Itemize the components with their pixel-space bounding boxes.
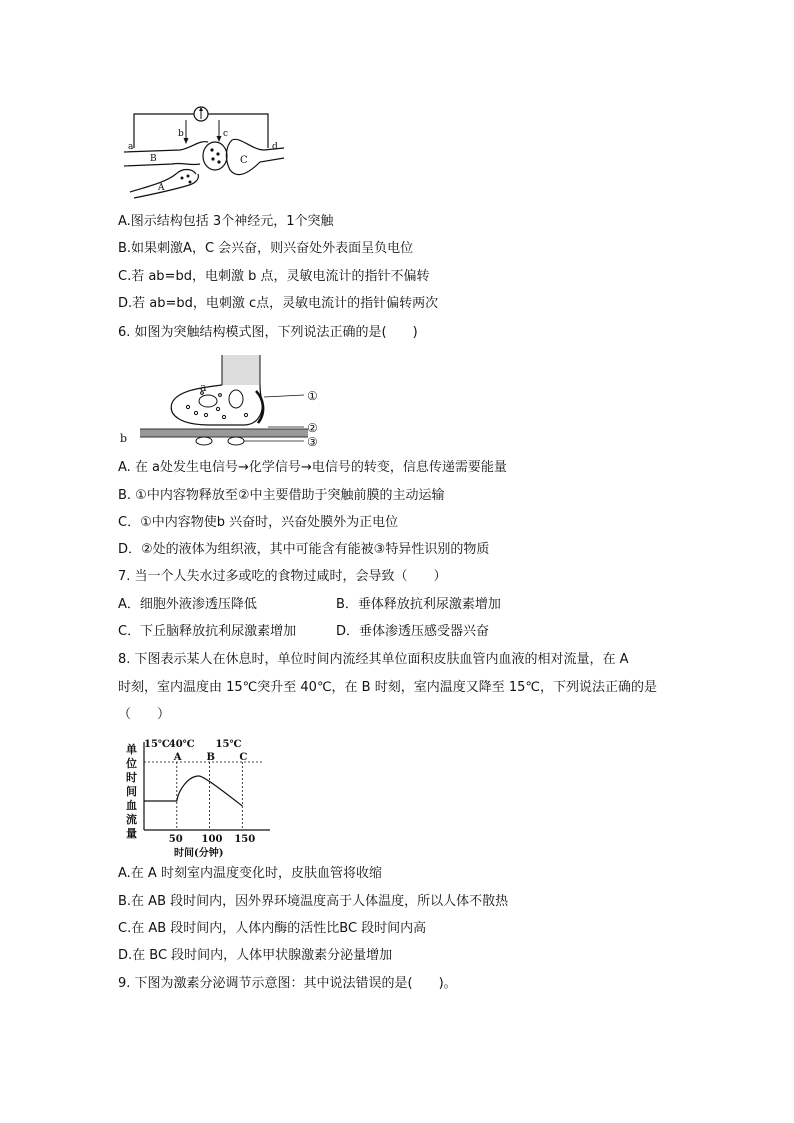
q6-option-b: B. ①中内容物释放至②中主要借助于突触前膜的主动运输 — [118, 488, 445, 503]
q6-option-c: C．①中内容物使b 兴奋时，兴奋处膜外为正电位 — [118, 515, 399, 530]
svg-text:d: d — [272, 142, 278, 152]
q8-blood-flow-chart — [124, 734, 274, 858]
q9-stem: 9. 下图为激素分泌调节示意图：其中说法错误的是( )。 — [118, 976, 457, 991]
q8-temperature-label-2: 15℃ — [215, 739, 242, 750]
q7-option-b: B．垂体释放抗利尿激素增加 — [336, 597, 501, 612]
q7-stem: 7. 当一个人失水过多或吃的食物过咸时，会导致（ ） — [118, 569, 447, 584]
q8-ylabel-5: 血 — [126, 799, 137, 812]
q8-ylabel-7: 量 — [126, 827, 137, 840]
svg-text:C: C — [240, 155, 248, 166]
q8-option-d: D.在 BC 段时间内，人体甲状腺激素分泌量增加 — [118, 948, 393, 963]
q8-ylabel-2: 位 — [126, 757, 137, 770]
svg-text:②: ② — [307, 421, 318, 435]
q8-option-b: B.在 AB 段时间内，因外界环境温度高于人体温度，所以人体不散热 — [118, 894, 509, 909]
svg-text:b: b — [120, 432, 128, 445]
svg-text:b: b — [178, 129, 184, 139]
q8-ylabel-3: 时 — [126, 771, 137, 784]
q7-options-row1 — [118, 597, 501, 613]
q8-option-a: A.在 A 时刻室内温度变化时，皮肤血管将收缩 — [118, 866, 382, 881]
q8-curve — [144, 776, 242, 806]
svg-text:a: a — [128, 142, 134, 152]
q6-option-d: D．②处的液体为组织液，其中可能含有能被③特异性识别的物质 — [118, 542, 490, 557]
q7-option-d: D．垂体渗透压感受器兴奋 — [336, 624, 490, 639]
q8-marker-label-A: A — [173, 752, 182, 763]
svg-text:a: a — [200, 381, 207, 394]
q7-option-a: A．细胞外液渗透压降低 — [118, 597, 257, 612]
q6-stem: 6. 如图为突触结构模式图，下列说法正确的是( ) — [118, 325, 418, 340]
q5-option-b: B.如果刺激A，C 会兴奋，则兴奋处外表面呈负电位 — [118, 241, 414, 256]
svg-text:B: B — [150, 154, 157, 164]
q8-ylabel-1: 单 — [126, 743, 137, 756]
q8-marker-label-B: B — [206, 752, 216, 763]
svg-text:③: ③ — [307, 435, 318, 449]
q8-option-c: C.在 AB 段时间内，人体内酶的活性比BC 段时间内高 — [118, 921, 427, 936]
q8-stem-line3: （ ） — [118, 707, 171, 722]
svg-text:①: ① — [307, 389, 318, 403]
q8-x-tick-50: 50 — [168, 834, 183, 845]
q8-stem-line2: 时刻，室内温度由 15℃突升至 40℃，在 B 时刻，室内温度又降至 15℃，下列说法正确的是 — [118, 680, 658, 695]
q5-option-d: D.若 ab=bd，电刺激 c点，灵敏电流计的指针偏转两次 — [118, 296, 439, 311]
q6-option-a: A. 在 a处发生电信号→化学信号→电信号的转变，信息传递需要能量 — [118, 460, 507, 475]
q5-option-c: C.若 ab=bd，电刺激 b 点，灵敏电流计的指针不偏转 — [118, 269, 430, 284]
q5-neuron-figure — [120, 100, 290, 200]
q8-x-tick-100: 100 — [201, 834, 223, 845]
q6-synapse-figure — [118, 353, 333, 453]
q7-option-c: C．下丘脑释放抗利尿激素增加 — [118, 624, 297, 639]
svg-text:c: c — [223, 129, 229, 139]
q8-xlabel: 时间(分钟) — [174, 848, 224, 858]
q8-marker-label-C: C — [239, 752, 248, 763]
q8-stem-line1: 8. 下图表示某人在休息时，单位时间内流经其单位面积皮肤血管内血液的相对流量，在 A — [118, 652, 629, 667]
svg-text:A: A — [158, 183, 165, 193]
q7-options-row2 — [118, 624, 489, 640]
q5-option-a: A.图示结构包括 3个神经元，1个突触 — [118, 214, 334, 229]
q8-x-tick-150: 150 — [234, 834, 256, 845]
q8-ylabel-4: 间 — [126, 785, 137, 798]
q8-temperature-label-1: 40℃ — [168, 739, 195, 750]
q8-temperature-label-0: 15℃ — [144, 739, 170, 750]
q8-ylabel-6: 流 — [126, 813, 137, 826]
